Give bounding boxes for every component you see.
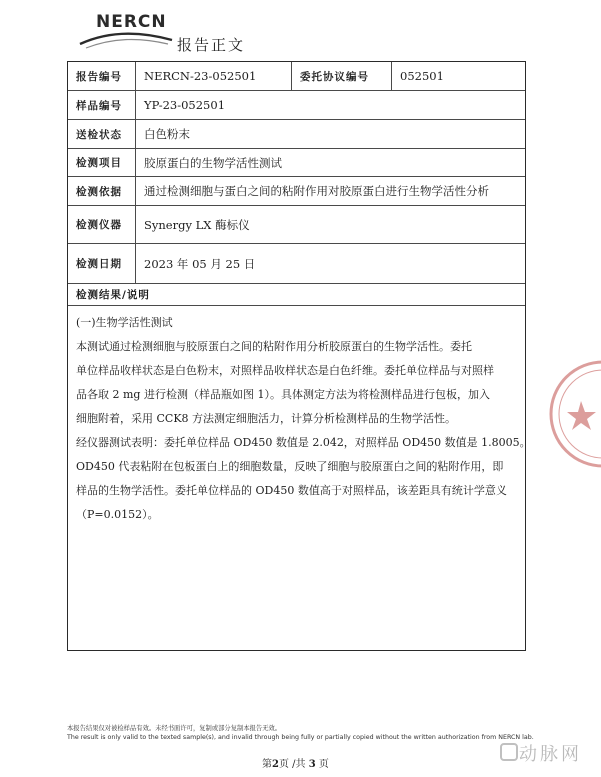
- results-line: 样品的生物学活性。委托单位样品的 OD450 数值高于对照样品，该差距具有统计学意义: [76, 484, 507, 497]
- page-total: 3: [308, 759, 316, 770]
- sample-no-value: YP-23-052501: [144, 98, 226, 112]
- delivery-state-label: 送检状态: [68, 120, 136, 148]
- nercn-logo: [76, 10, 178, 54]
- test-date-value: 2023 年 05 月 25 日: [144, 256, 256, 271]
- table-row-report-no: [68, 62, 525, 91]
- instrument-label: 检测仪器: [68, 206, 136, 243]
- table-row-test-item: [68, 149, 525, 177]
- disclaimer: [67, 724, 534, 742]
- results-line: 本测试通过检测细胞与胶原蛋白之间的粘附作用分析胶原蛋白的生物学活性。委托: [76, 340, 472, 353]
- test-basis-label: 检测依据: [68, 177, 136, 205]
- results-line: 单位样品收样状态是白色粉末，对照样品收样状态是白色纤维。委托单位样品与对照样: [76, 364, 494, 377]
- table-row-delivery-state: [68, 120, 525, 149]
- report-table: [67, 61, 531, 651]
- page-prefix: 第: [262, 759, 272, 770]
- test-item-label: 检测项目: [68, 149, 136, 176]
- report-no-label: 报告编号: [68, 62, 136, 90]
- page-mid: 页 /共: [278, 759, 306, 770]
- delivery-state-value: 白色粉末: [144, 127, 190, 141]
- results-heading: 检测结果/说明: [68, 284, 525, 306]
- results-line: 经仪器测试表明：委托单位样品 OD450 数值是 2.042，对照样品 OD450 数值是 1.8005。: [76, 436, 531, 449]
- official-seal-icon: [545, 349, 601, 479]
- instrument-value: Synergy LX 酶标仪: [144, 217, 250, 232]
- page-suffix: 页: [318, 759, 329, 770]
- results-section-title: (一)生物学活性测试: [76, 316, 173, 329]
- disclaimer-en: The result is only valid to the texted sample(s), and invalid through being fully or partially copied without the written authorization from NERCN lab.: [67, 734, 534, 741]
- results-line: （P=0.0152）。: [76, 508, 159, 521]
- results-body: [68, 306, 531, 527]
- test-item-value: 胶原蛋白的生物学活性测试: [144, 155, 282, 170]
- agreement-no-value: 052501: [400, 69, 444, 83]
- test-date-label: 检测日期: [68, 244, 136, 283]
- logo-text: NERCN: [96, 12, 167, 32]
- test-basis-value: 通过检测细胞与蛋白之间的粘附作用对胶原蛋白进行生物学活性分析: [144, 184, 489, 198]
- table-row-test-date: [68, 244, 525, 284]
- table-row-instrument: [68, 206, 525, 244]
- sample-no-label: 样品编号: [68, 91, 136, 119]
- report-no-value: NERCN-23-052501: [136, 62, 292, 90]
- results-line: OD450 代表粘附在包板蛋白上的细胞数量，反映了细胞与胶原蛋白之间的粘附作用，即: [76, 460, 504, 473]
- results-line: 品各取 2 mg 进行检测（样品瓶如图 1）。具体测定方法为将检测样品进行包板，加入: [76, 388, 490, 401]
- watermark-logo-icon: [500, 743, 518, 761]
- agreement-no-label: 委托协议编号: [292, 62, 392, 90]
- table-row-sample-no: [68, 91, 525, 120]
- table-row-test-basis: [68, 177, 525, 206]
- page-title: 报告正文: [177, 36, 246, 54]
- page-number: [262, 755, 329, 770]
- results-line: 细胞附着，采用 CCK8 方法测定细胞活力，计算分析检测样品的生物学活性。: [76, 412, 457, 425]
- watermark-text: 动脉网: [519, 744, 582, 765]
- disclaimer-cn: 本报告结果仅对被检样品有效。未经书面许可，复制或部分复制本报告无效。: [67, 725, 282, 732]
- page-current: 2: [272, 759, 279, 770]
